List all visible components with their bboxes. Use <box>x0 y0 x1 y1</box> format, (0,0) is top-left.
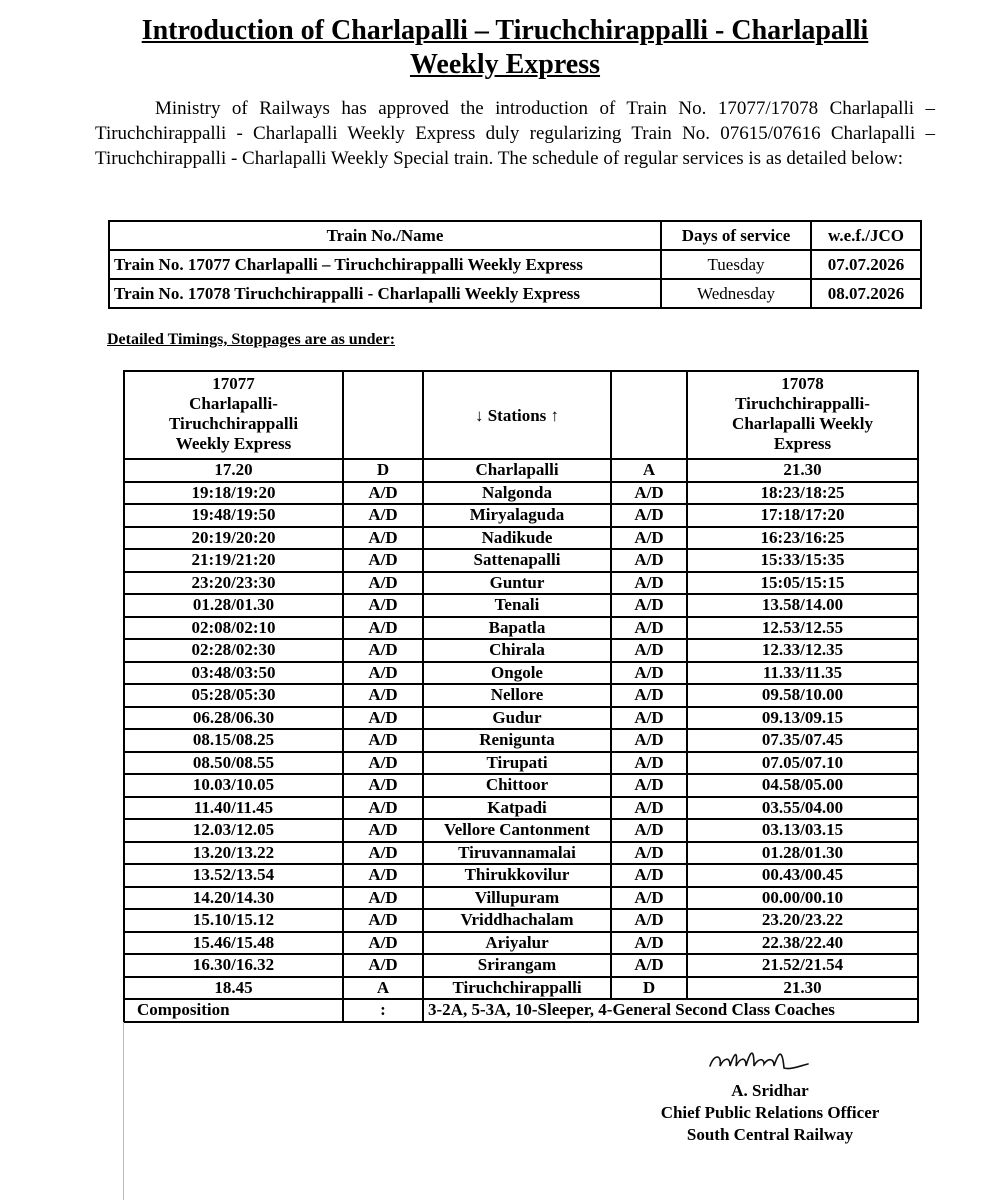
time-17078: 21.52/21.54 <box>687 954 918 977</box>
time-17077: 03:48/03:50 <box>124 662 343 685</box>
timings-row <box>124 819 918 842</box>
ad-17078: A/D <box>611 909 687 932</box>
station-name: Chirala <box>423 639 611 662</box>
time-17077: 12.03/12.05 <box>124 819 343 842</box>
ad-17077: A/D <box>343 572 423 595</box>
ad-17077: D <box>343 459 423 482</box>
header-17077-line: Weekly Express <box>175 434 292 453</box>
ad-17077: A/D <box>343 549 423 572</box>
station-name: Miryalaguda <box>423 504 611 527</box>
ad-17078: A/D <box>611 594 687 617</box>
timings-row <box>124 909 918 932</box>
timings-row <box>124 594 918 617</box>
signature-block <box>620 1080 920 1146</box>
station-name: Ongole <box>423 662 611 685</box>
station-name: Thirukkovilur <box>423 864 611 887</box>
title-line-2: Weekly Express <box>409 49 601 80</box>
ad-17077: A/D <box>343 887 423 910</box>
ad-17078: A <box>611 459 687 482</box>
ad-17077: A/D <box>343 932 423 955</box>
time-17078: 23.20/23.22 <box>687 909 918 932</box>
header-blank-right <box>611 371 687 459</box>
time-17077: 06.28/06.30 <box>124 707 343 730</box>
ad-17078: A/D <box>611 504 687 527</box>
ad-17077: A/D <box>343 774 423 797</box>
station-name: Srirangam <box>423 954 611 977</box>
time-17078: 07.05/07.10 <box>687 752 918 775</box>
header-17078 <box>687 371 918 459</box>
ad-17078: A/D <box>611 842 687 865</box>
timings-row <box>124 639 918 662</box>
time-17077: 08.15/08.25 <box>124 729 343 752</box>
time-17078: 11.33/11.35 <box>687 662 918 685</box>
station-name: Vellore Cantonment <box>423 819 611 842</box>
ad-17078: A/D <box>611 887 687 910</box>
header-wef: w.e.f./JCO <box>811 221 921 250</box>
time-17077: 01.28/01.30 <box>124 594 343 617</box>
time-17077: 10.03/10.05 <box>124 774 343 797</box>
timings-row <box>124 797 918 820</box>
time-17078: 12.33/12.35 <box>687 639 918 662</box>
ad-17078: A/D <box>611 617 687 640</box>
time-17078: 21.30 <box>687 977 918 1000</box>
time-17078: 00.43/00.45 <box>687 864 918 887</box>
station-name: Tiruchchirappalli <box>423 977 611 1000</box>
time-17077: 18.45 <box>124 977 343 1000</box>
ad-17078: A/D <box>611 482 687 505</box>
time-17078: 01.28/01.30 <box>687 842 918 865</box>
header-17078-line: Express <box>773 434 832 453</box>
composition-value: 3-2A, 5-3A, 10-Sleeper, 4-General Second Class Coaches <box>423 999 918 1022</box>
handwritten-signature <box>700 1044 820 1074</box>
station-name: Chittoor <box>423 774 611 797</box>
time-17078: 07.35/07.45 <box>687 729 918 752</box>
time-17077: 14.20/14.30 <box>124 887 343 910</box>
time-17077: 15.46/15.48 <box>124 932 343 955</box>
time-17077: 13.52/13.54 <box>124 864 343 887</box>
station-name: Nellore <box>423 684 611 707</box>
ad-17077: A/D <box>343 707 423 730</box>
header-17077-line: Tiruchchirappalli <box>168 414 299 433</box>
ad-17078: A/D <box>611 932 687 955</box>
ad-17077: A/D <box>343 504 423 527</box>
signatory-name: A. Sridhar <box>731 1081 809 1100</box>
time-17077: 02:08/02:10 <box>124 617 343 640</box>
ad-17078: A/D <box>611 572 687 595</box>
header-stations: ↓ Stations ↑ <box>423 371 611 459</box>
train-summary-table <box>108 220 922 309</box>
summary-row <box>109 250 921 279</box>
timings-row <box>124 504 918 527</box>
station-name: Sattenapalli <box>423 549 611 572</box>
ad-17077: A/D <box>343 527 423 550</box>
time-17077: 17.20 <box>124 459 343 482</box>
station-name: Guntur <box>423 572 611 595</box>
timings-row <box>124 977 918 1000</box>
composition-separator: : <box>343 999 423 1022</box>
time-17077: 23:20/23:30 <box>124 572 343 595</box>
composition-label: Composition <box>124 999 343 1022</box>
ad-17078: A/D <box>611 954 687 977</box>
ad-17077: A/D <box>343 729 423 752</box>
header-17077-line: Charlapalli- <box>189 394 278 413</box>
time-17078: 03.13/03.15 <box>687 819 918 842</box>
ad-17077: A/D <box>343 594 423 617</box>
time-17077: 16.30/16.32 <box>124 954 343 977</box>
time-17077: 02:28/02:30 <box>124 639 343 662</box>
ad-17078: A/D <box>611 684 687 707</box>
station-name: Katpadi <box>423 797 611 820</box>
intro-paragraph: Ministry of Railways has approved the introduction of Train No. 17077/17078 Charlapalli – Tiruchchirappalli - Charlapalli Weekly Express duly regularizing Train No. 07615/07616 Charlapalli – Tiruchchirappalli - Charlapalli Weekly Special train. The schedule of regular services is as detailed below: <box>95 98 935 169</box>
timings-row <box>124 932 918 955</box>
margin-line <box>123 1022 124 1200</box>
document-title <box>40 14 970 82</box>
header-train-name: Train No./Name <box>109 221 661 250</box>
station-name: Vriddhachalam <box>423 909 611 932</box>
ad-17077: A/D <box>343 617 423 640</box>
time-17078: 00.00/00.10 <box>687 887 918 910</box>
timings-row <box>124 527 918 550</box>
time-17078: 16:23/16:25 <box>687 527 918 550</box>
days-of-service: Tuesday <box>661 250 811 279</box>
ad-17077: A/D <box>343 797 423 820</box>
header-blank-left <box>343 371 423 459</box>
time-17077: 19:18/19:20 <box>124 482 343 505</box>
ad-17078: A/D <box>611 527 687 550</box>
title-line-1: Introduction of Charlapalli – Tiruchchirappalli - Charlapalli <box>141 15 869 46</box>
timings-row <box>124 662 918 685</box>
time-17077: 05:28/05:30 <box>124 684 343 707</box>
ad-17077: A <box>343 977 423 1000</box>
header-17077 <box>124 371 343 459</box>
ad-17078: A/D <box>611 639 687 662</box>
timings-row <box>124 887 918 910</box>
timings-row <box>124 684 918 707</box>
timings-row <box>124 954 918 977</box>
time-17078: 03.55/04.00 <box>687 797 918 820</box>
ad-17077: A/D <box>343 684 423 707</box>
timings-row <box>124 549 918 572</box>
timings-row <box>124 707 918 730</box>
timings-row <box>124 774 918 797</box>
ad-17077: A/D <box>343 842 423 865</box>
wef-date: 07.07.2026 <box>811 250 921 279</box>
header-17077-line: 17077 <box>212 374 255 393</box>
timings-row <box>124 482 918 505</box>
time-17077: 21:19/21:20 <box>124 549 343 572</box>
time-17078: 09.58/10.00 <box>687 684 918 707</box>
time-17078: 15:05/15:15 <box>687 572 918 595</box>
time-17078: 15:33/15:35 <box>687 549 918 572</box>
ad-17078: A/D <box>611 819 687 842</box>
timings-row <box>124 729 918 752</box>
timings-row <box>124 459 918 482</box>
ad-17077: A/D <box>343 819 423 842</box>
time-17077: 15.10/15.12 <box>124 909 343 932</box>
ad-17077: A/D <box>343 909 423 932</box>
station-name: Gudur <box>423 707 611 730</box>
station-name: Renigunta <box>423 729 611 752</box>
time-17077: 20:19/20:20 <box>124 527 343 550</box>
timings-body <box>124 459 918 999</box>
ad-17077: A/D <box>343 662 423 685</box>
time-17078: 13.58/14.00 <box>687 594 918 617</box>
time-17077: 19:48/19:50 <box>124 504 343 527</box>
ad-17077: A/D <box>343 864 423 887</box>
ad-17078: A/D <box>611 797 687 820</box>
timings-row <box>124 864 918 887</box>
timings-row <box>124 617 918 640</box>
time-17078: 09.13/09.15 <box>687 707 918 730</box>
station-name: Bapatla <box>423 617 611 640</box>
wef-date: 08.07.2026 <box>811 279 921 308</box>
composition-row <box>124 999 918 1022</box>
time-17078: 21.30 <box>687 459 918 482</box>
timings-table <box>123 370 919 1023</box>
ad-17078: A/D <box>611 662 687 685</box>
timings-row <box>124 752 918 775</box>
header-17078-line: 17078 <box>781 374 824 393</box>
timings-row <box>124 572 918 595</box>
time-17077: 13.20/13.22 <box>124 842 343 865</box>
station-name: Villupuram <box>423 887 611 910</box>
signatory-organization: South Central Railway <box>686 1125 854 1144</box>
ad-17078: A/D <box>611 707 687 730</box>
header-days-of-service: Days of service <box>661 221 811 250</box>
time-17078: 17:18/17:20 <box>687 504 918 527</box>
station-name: Nalgonda <box>423 482 611 505</box>
summary-row <box>109 279 921 308</box>
ad-17077: A/D <box>343 639 423 662</box>
ad-17078: A/D <box>611 549 687 572</box>
station-name: Tirupati <box>423 752 611 775</box>
station-name: Tiruvannamalai <box>423 842 611 865</box>
time-17077: 08.50/08.55 <box>124 752 343 775</box>
days-of-service: Wednesday <box>661 279 811 308</box>
time-17078: 22.38/22.40 <box>687 932 918 955</box>
ad-17078: A/D <box>611 774 687 797</box>
header-17078-line: Tiruchchirappalli- <box>735 394 870 413</box>
ad-17078: A/D <box>611 864 687 887</box>
header-17078-line: Charlapalli Weekly <box>732 414 873 433</box>
ad-17077: A/D <box>343 752 423 775</box>
ad-17078: A/D <box>611 752 687 775</box>
timings-header-row <box>124 371 918 459</box>
timings-heading: Detailed Timings, Stoppages are as under: <box>107 331 396 348</box>
station-name: Tenali <box>423 594 611 617</box>
ad-17078: A/D <box>611 729 687 752</box>
station-name: Charlapalli <box>423 459 611 482</box>
ad-17077: A/D <box>343 482 423 505</box>
time-17078: 04.58/05.00 <box>687 774 918 797</box>
signatory-designation: Chief Public Relations Officer <box>660 1103 880 1122</box>
time-17078: 12.53/12.55 <box>687 617 918 640</box>
train-name: Train No. 17077 Charlapalli – Tiruchchirappalli Weekly Express <box>109 250 661 279</box>
ad-17077: A/D <box>343 954 423 977</box>
ad-17078: D <box>611 977 687 1000</box>
time-17077: 11.40/11.45 <box>124 797 343 820</box>
summary-header-row <box>109 221 921 250</box>
train-name: Train No. 17078 Tiruchchirappalli - Charlapalli Weekly Express <box>109 279 661 308</box>
timings-row <box>124 842 918 865</box>
station-name: Nadikude <box>423 527 611 550</box>
station-name: Ariyalur <box>423 932 611 955</box>
time-17078: 18:23/18:25 <box>687 482 918 505</box>
